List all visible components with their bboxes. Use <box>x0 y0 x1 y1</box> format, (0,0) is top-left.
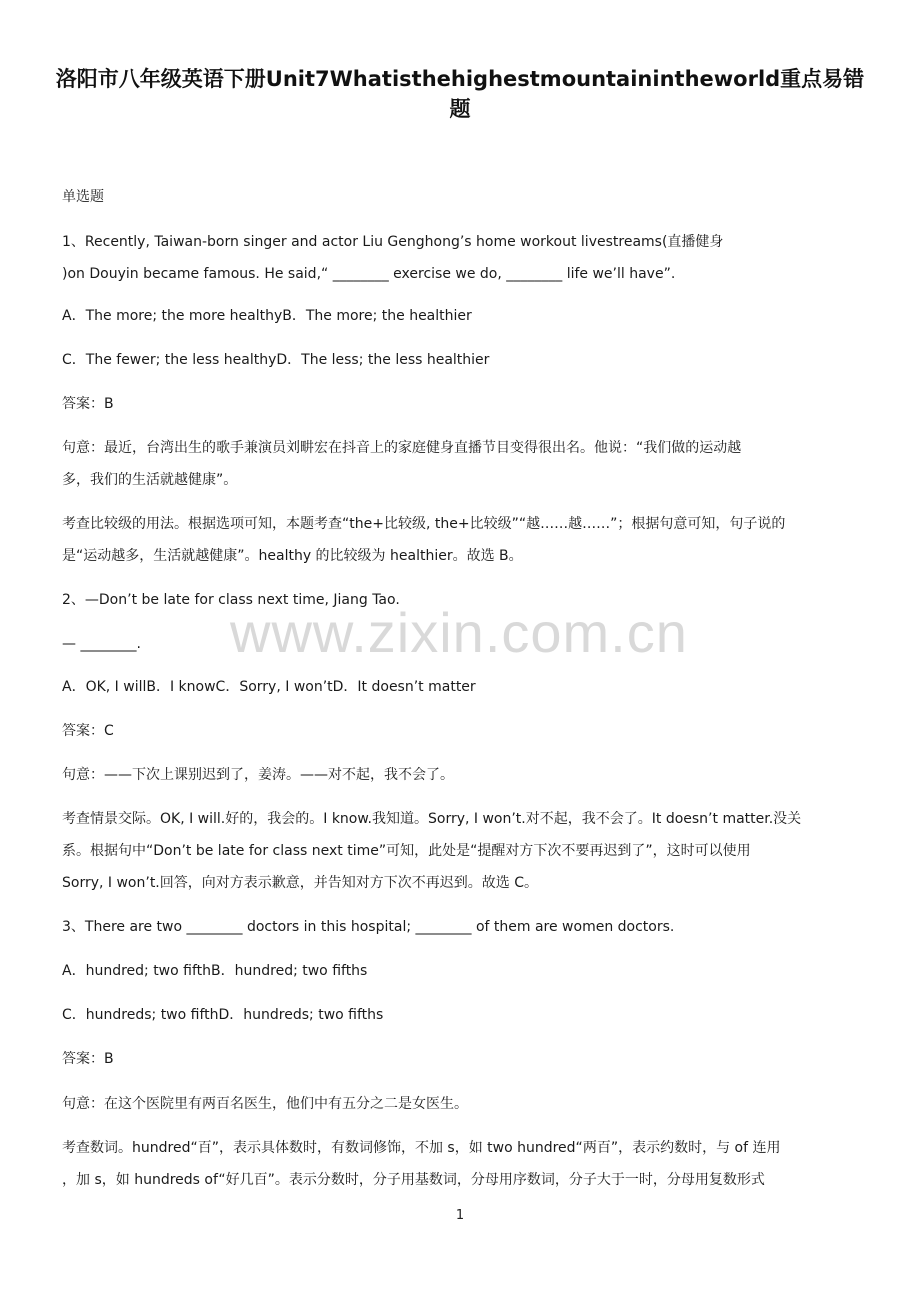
q1-options-line-1: A．The more; the more healthyB．The more; the healthier <box>62 308 472 324</box>
q2-analysis-line-2: 系。根据句中“Don’t be late for class next time”可知，此处是“提醒对方下次不要再迟到了”，这时可以使用 <box>62 843 751 859</box>
q2-stem-line-1: 2、—Don’t be late for class next time, Jiang Tao. <box>62 592 400 608</box>
q3-meaning-line-1: 句意：在这个医院里有两百名医生，他们中有五分之二是女医生。 <box>62 1096 468 1112</box>
q1-stem-line-2: )on Douyin became famous. He said,“ ________ exercise we do, ________ life we’ll have”. <box>62 266 676 282</box>
q1-options-line-2: C．The fewer; the less healthyD．The less; the less healthier <box>62 352 490 368</box>
q2-meaning-line-1: 句意：——下次上课别迟到了，姜涛。——对不起，我不会了。 <box>62 767 454 783</box>
q1-analysis-line-1: 考查比较级的用法。根据选项可知，本题考查“the+比较级, the+比较级”“越……越……”；根据句意可知，句子说的 <box>62 516 786 532</box>
watermark: www.zixin.com.cn <box>230 601 688 664</box>
q3-analysis-line-1: 考查数词。hundred“百”，表示具体数时，有数词修饰，不加 s，如 two hundred“两百”，表示约数时，与 of 连用 <box>62 1140 781 1156</box>
q1-stem-line-1: 1、Recently, Taiwan-born singer and actor Liu Genghong’s home workout livestreams(直播健身 <box>62 234 724 250</box>
q2-stem-line-2: — ________. <box>62 636 141 652</box>
document-title <box>40 64 880 124</box>
q3-answer: 答案：B <box>62 1051 114 1067</box>
q2-analysis-line-3: Sorry, I won’t.回答，向对方表示歉意，并告知对方下次不再迟到。故选 C。 <box>62 875 538 891</box>
page-number: 1 <box>455 1208 465 1223</box>
q2-analysis-line-1: 考查情景交际。OK, I will.好的，我会的。I know.我知道。Sorry, I won’t.对不起，我不会了。It doesn’t matter.没关 <box>62 811 802 827</box>
title-line-2: 题 <box>449 97 471 121</box>
q1-analysis-line-2: 是“运动越多，生活就越健康”。healthy 的比较级为 healthier。故选 B。 <box>62 548 523 564</box>
q3-stem-line-1: 3、There are two ________ doctors in this hospital; ________ of them are women doctors. <box>62 919 675 935</box>
title-line-1: 洛阳市八年级英语下册Unit7Whatisthehighestmountainintheworld重点易错 <box>55 67 865 91</box>
q3-analysis-line-2: ，加 s，如 hundreds of“好几百”。表示分数时，分子用基数词，分母用序数词，分子大于一时，分母用复数形式 <box>62 1172 765 1188</box>
section-heading: 单选题 <box>62 189 104 205</box>
q2-options-line-1: A．OK, I willB．I knowC．Sorry, I won’tD．It doesn’t matter <box>62 679 476 695</box>
q3-options-line-2: C．hundreds; two fifthD．hundreds; two fifths <box>62 1007 384 1023</box>
q2-answer: 答案：C <box>62 723 114 739</box>
q1-answer: 答案：B <box>62 396 114 412</box>
q1-meaning-line-2: 多，我们的生活就越健康”。 <box>62 472 238 488</box>
q3-options-line-1: A．hundred; two fifthB．hundred; two fifths <box>62 963 368 979</box>
q1-meaning-line-1: 句意：最近，台湾出生的歌手兼演员刘畊宏在抖音上的家庭健身直播节目变得很出名。他说：“我们做的运动越 <box>62 440 742 456</box>
